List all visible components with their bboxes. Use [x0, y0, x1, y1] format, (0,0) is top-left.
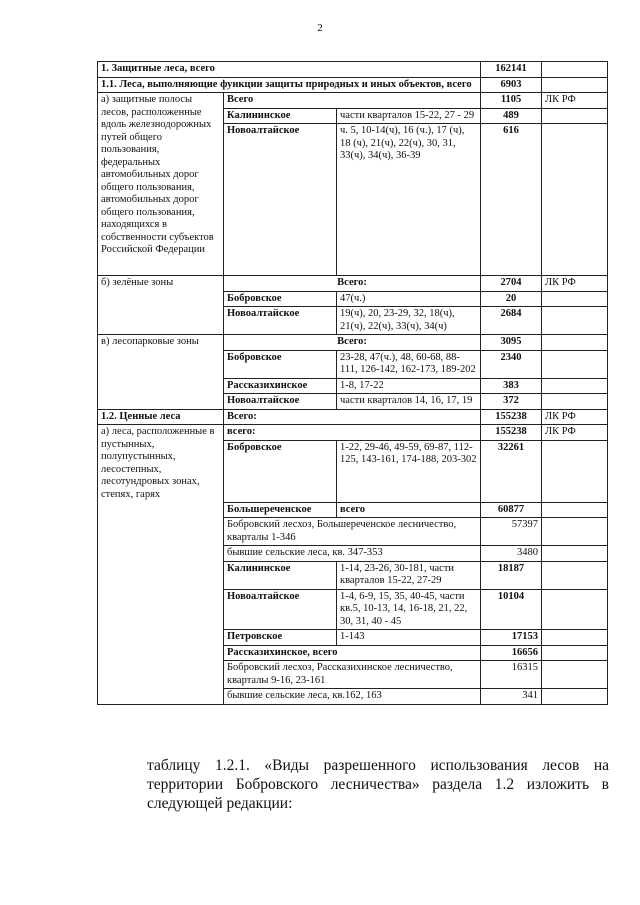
table-cell: Рассказихинское, всего [224, 645, 481, 661]
table-cell: бывшие сельские леса, кв. 347-353 [224, 546, 481, 562]
table-cell [542, 350, 608, 378]
table-cell [542, 124, 608, 276]
paragraph-text: таблицу 1.2.1. «Виды разрешенного использования лесов на территории Бобровского лесничества» раздела 1.2 изложить в следующей редакции: [147, 757, 609, 812]
table-cell [542, 518, 608, 546]
table-cell: 1-143 [337, 630, 481, 646]
table-cell [542, 394, 608, 410]
table-cell: Рассказихинское [224, 378, 337, 394]
table-cell: 1-4, 6-9, 15, 35, 40-45, части кв.5, 10-13, 14, 16-18, 21, 22, 30, 31, 40 - 45 [337, 589, 481, 630]
table-cell: 60877 [481, 502, 542, 518]
table-cell: 1. Защитные леса, всего [98, 62, 481, 78]
table-cell: 2340 [481, 350, 542, 378]
table-cell: ч. 5, 10-14(ч), 16 (ч.), 17 (ч), 18 (ч), 21(ч), 22(ч), 30, 31, 33(ч), 34(ч), 36-39 [337, 124, 481, 276]
table-cell: 16315 [481, 661, 542, 689]
table-cell: 1.2. Ценные леса [98, 409, 224, 425]
table-cell [542, 661, 608, 689]
table-cell [542, 589, 608, 630]
table-cell: бывшие сельские леса, кв.162, 163 [224, 689, 481, 705]
table-cell: 616 [481, 124, 542, 276]
table-cell: 1.1. Леса, выполняющие функции защиты природных и иных объектов, всего [98, 77, 481, 93]
table-cell [542, 546, 608, 562]
table-cell: Бобровское [224, 291, 337, 307]
table-cell: Бобровский лесхоз, Большереченское лесничество, кварталы 1-346 [224, 518, 481, 546]
table-cell [542, 378, 608, 394]
table-cell: Всего: [224, 335, 481, 351]
table-cell: 1-22, 29-46, 49-59, 69-87, 112-125, 143-161, 174-188, 203-302 [337, 440, 481, 502]
table-row [98, 77, 608, 93]
body-paragraph [97, 756, 609, 813]
table-cell: в) лесопарковые зоны [98, 335, 224, 410]
forest-table [97, 61, 608, 705]
table-cell [542, 630, 608, 646]
table-row [98, 425, 608, 441]
table-cell: ЛК РФ [542, 409, 608, 425]
table-cell: 341 [481, 689, 542, 705]
table-cell: 1-14, 23-26, 30-181, части кварталов 15-22, 27-29 [337, 561, 481, 589]
table-row [98, 93, 608, 109]
table-cell: 16656 [481, 645, 542, 661]
table-cell: Всего: [224, 409, 481, 425]
table-cell: 1-8, 17-22 [337, 378, 481, 394]
table-cell: 10104 [481, 589, 542, 630]
table-cell: Петровское [224, 630, 337, 646]
table-cell: 47(ч.) [337, 291, 481, 307]
table-cell [542, 689, 608, 705]
table-row [98, 409, 608, 425]
table-cell: 155238 [481, 425, 542, 441]
table-cell: б) зелёные зоны [98, 276, 224, 335]
table-cell: а) защитные полосы лесов, расположенные вдоль железнодорожных путей общего пользования, федеральных автомобильных дорог общего пользования, автомобильных дорог общего пользования, находящихся в собственности субъектов Российской Федерации [98, 93, 224, 276]
table-cell [542, 561, 608, 589]
table-row [98, 62, 608, 78]
table-cell: 23-28, 47(ч.), 48, 60-68, 88-111, 126-142, 162-173, 189-202 [337, 350, 481, 378]
table-cell: части кварталов 14, 16, 17, 19 [337, 394, 481, 410]
table-cell: 489 [481, 108, 542, 124]
table-cell [542, 335, 608, 351]
table-cell: ЛК РФ [542, 425, 608, 441]
table-cell: 2684 [481, 307, 542, 335]
table-cell [542, 108, 608, 124]
table-cell: всего [337, 502, 481, 518]
table-cell [542, 77, 608, 93]
table-cell [542, 645, 608, 661]
page-number: 2 [317, 22, 323, 34]
table-cell: 6903 [481, 77, 542, 93]
table-cell: Бобровское [224, 440, 337, 502]
table-cell: 20 [481, 291, 542, 307]
table-cell: Бобровский лесхоз, Рассказихинское лесничество, кварталы 9-16, 23-161 [224, 661, 481, 689]
table-cell: 372 [481, 394, 542, 410]
table-cell: Бобровское [224, 350, 337, 378]
table-cell: 18187 [481, 561, 542, 589]
table-cell: Новоалтайское [224, 589, 337, 630]
table-cell: 162141 [481, 62, 542, 78]
table-cell: 2704 [481, 276, 542, 292]
table-cell: Всего: [224, 276, 481, 292]
table-row [98, 276, 608, 292]
table-cell: 32261 [481, 440, 542, 502]
table-cell: Новоалтайское [224, 394, 337, 410]
table-cell: всего: [224, 425, 481, 441]
table-cell: Большереченское [224, 502, 337, 518]
table-cell: 19(ч), 20, 23-29, 32, 18(ч), 21(ч), 22(ч), 33(ч), 34(ч) [337, 307, 481, 335]
table-cell [542, 307, 608, 335]
table-cell: 155238 [481, 409, 542, 425]
table-cell: 57397 [481, 518, 542, 546]
table-cell: а) леса, расположенные в пустынных, полупустынных, лесостепных, лесотундровых зонах, степях, гарях [98, 425, 224, 705]
table-cell: Калининское [224, 108, 337, 124]
table-cell: 1105 [481, 93, 542, 109]
table-cell: 3095 [481, 335, 542, 351]
table-cell: ЛК РФ [542, 93, 608, 109]
table-cell [542, 62, 608, 78]
table-cell: части кварталов 15-22, 27 - 29 [337, 108, 481, 124]
table-cell: ЛК РФ [542, 276, 608, 292]
table-cell [542, 291, 608, 307]
table-cell [542, 502, 608, 518]
table-cell: Калининское [224, 561, 337, 589]
table-cell: Всего [224, 93, 481, 109]
table-cell [542, 440, 608, 502]
table-cell: Новоалтайское [224, 307, 337, 335]
table-cell: 17153 [481, 630, 542, 646]
table-row [98, 335, 608, 351]
table-cell: Новоалтайское [224, 124, 337, 276]
table-cell: 3480 [481, 546, 542, 562]
table-cell: 383 [481, 378, 542, 394]
